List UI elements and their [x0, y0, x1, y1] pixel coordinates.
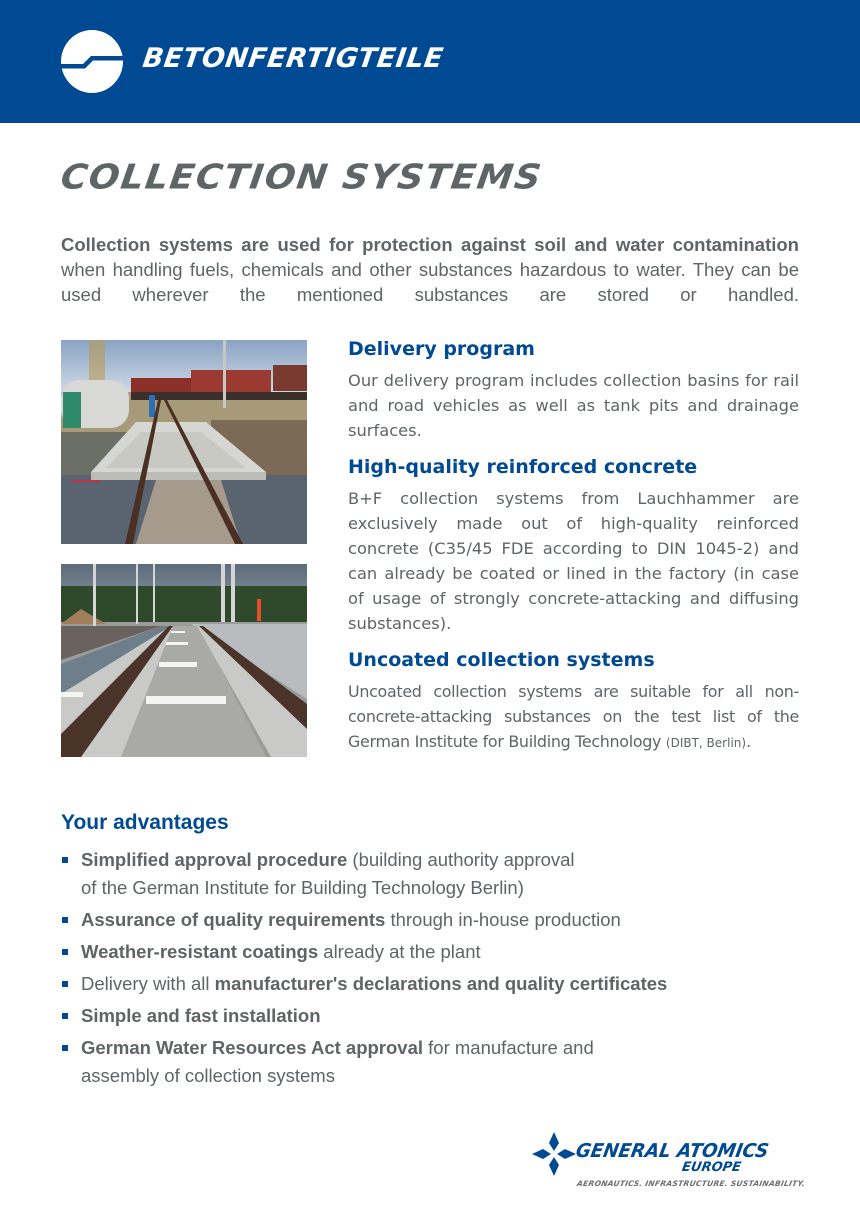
square-bullet-icon — [62, 981, 68, 987]
section-body-text: Uncoated collection systems are suitable for all non-concrete-attacking substances on the test list of the German Institute for Building Technology — [348, 682, 799, 751]
item-bold: Weather-resistant coatings — [81, 941, 319, 962]
section-heading: High-quality reinforced concrete — [348, 456, 698, 478]
section-heading: Uncoated collection systems — [348, 649, 655, 671]
item-bold: Assurance of quality requirements — [81, 909, 386, 930]
list-item — [61, 1002, 761, 1030]
intro-bold: Collection systems are used for protection against soil and water contamination — [61, 234, 799, 255]
item-post: through in-house production — [385, 909, 621, 930]
brand-name: BETONFERTIGTEILE — [140, 43, 446, 74]
list-item — [61, 1034, 761, 1090]
page-title: COLLECTION SYSTEMS — [58, 158, 545, 197]
content-sections — [348, 336, 799, 756]
square-bullet-icon — [62, 949, 68, 955]
item-line2: of the German Institute for Building Technology Berlin) — [81, 877, 524, 898]
item-post: already at the plant — [318, 941, 481, 962]
rail-track-collection-system-photo — [61, 564, 307, 757]
square-bullet-icon — [62, 857, 68, 863]
list-item — [61, 846, 761, 902]
list-item — [61, 938, 761, 966]
company-tagline: AERONAUTICS. INFRASTRUCTURE. SUSTAINABILITY. — [576, 1179, 806, 1188]
list-item — [61, 906, 761, 934]
item-bold: German Water Resources Act approval — [81, 1037, 424, 1058]
intro-rest: when handling fuels, chemicals and other substances hazardous to water. They can be used wherever the mentioned substances are stored or handled. — [61, 259, 799, 305]
item-line2: assembly of collection systems — [81, 1065, 335, 1086]
general-atomics-europe-logo — [532, 1130, 806, 1192]
general-atomics-diamond-icon — [532, 1132, 576, 1176]
item-pre: Delivery with all — [81, 973, 215, 994]
item-post: for manufacture and — [423, 1037, 594, 1058]
section-body-tail: . — [746, 732, 751, 751]
square-bullet-icon — [62, 1013, 68, 1019]
header-banner — [0, 0, 860, 123]
dibt-note: (DIBT, Berlin) — [665, 736, 747, 750]
item-post: (building authority approval — [347, 849, 575, 870]
company-region: EUROPE — [680, 1160, 743, 1175]
section-body: Our delivery program includes collection basins for rail and road vehicles as well as tank pits and drainage surfaces. — [348, 371, 799, 440]
list-item — [61, 970, 761, 998]
item-bold: manufacturer's declarations and quality certificates — [214, 973, 668, 994]
section-delivery-program — [348, 336, 799, 443]
item-bold: Simplified approval procedure — [81, 849, 348, 870]
advantages-section — [61, 810, 761, 1094]
rail-collection-basin-with-freight-cars-photo — [61, 340, 307, 544]
section-uncoated-systems — [348, 647, 799, 756]
item-bold: Simple and fast installation — [81, 1005, 321, 1026]
advantages-list — [61, 846, 761, 1090]
square-bullet-icon — [62, 917, 68, 923]
section-heading: Delivery program — [348, 338, 535, 360]
intro-paragraph — [61, 232, 799, 307]
betonfertigteile-logo-icon — [61, 30, 123, 93]
square-bullet-icon — [62, 1045, 68, 1051]
section-body: B+F collection systems from Lauchhammer are exclusively made out of high-quality reinforced concrete (C35/45 FDE according to DIN 1045-2) and can already be coated or lined in the factory (in case of usage of strongly concrete-attacking and diffusing substances). — [348, 489, 799, 633]
section-body — [348, 679, 799, 756]
section-reinforced-concrete — [348, 454, 799, 636]
advantages-heading: Your advantages — [61, 811, 229, 834]
company-name: GENERAL ATOMICS — [574, 1140, 771, 1162]
